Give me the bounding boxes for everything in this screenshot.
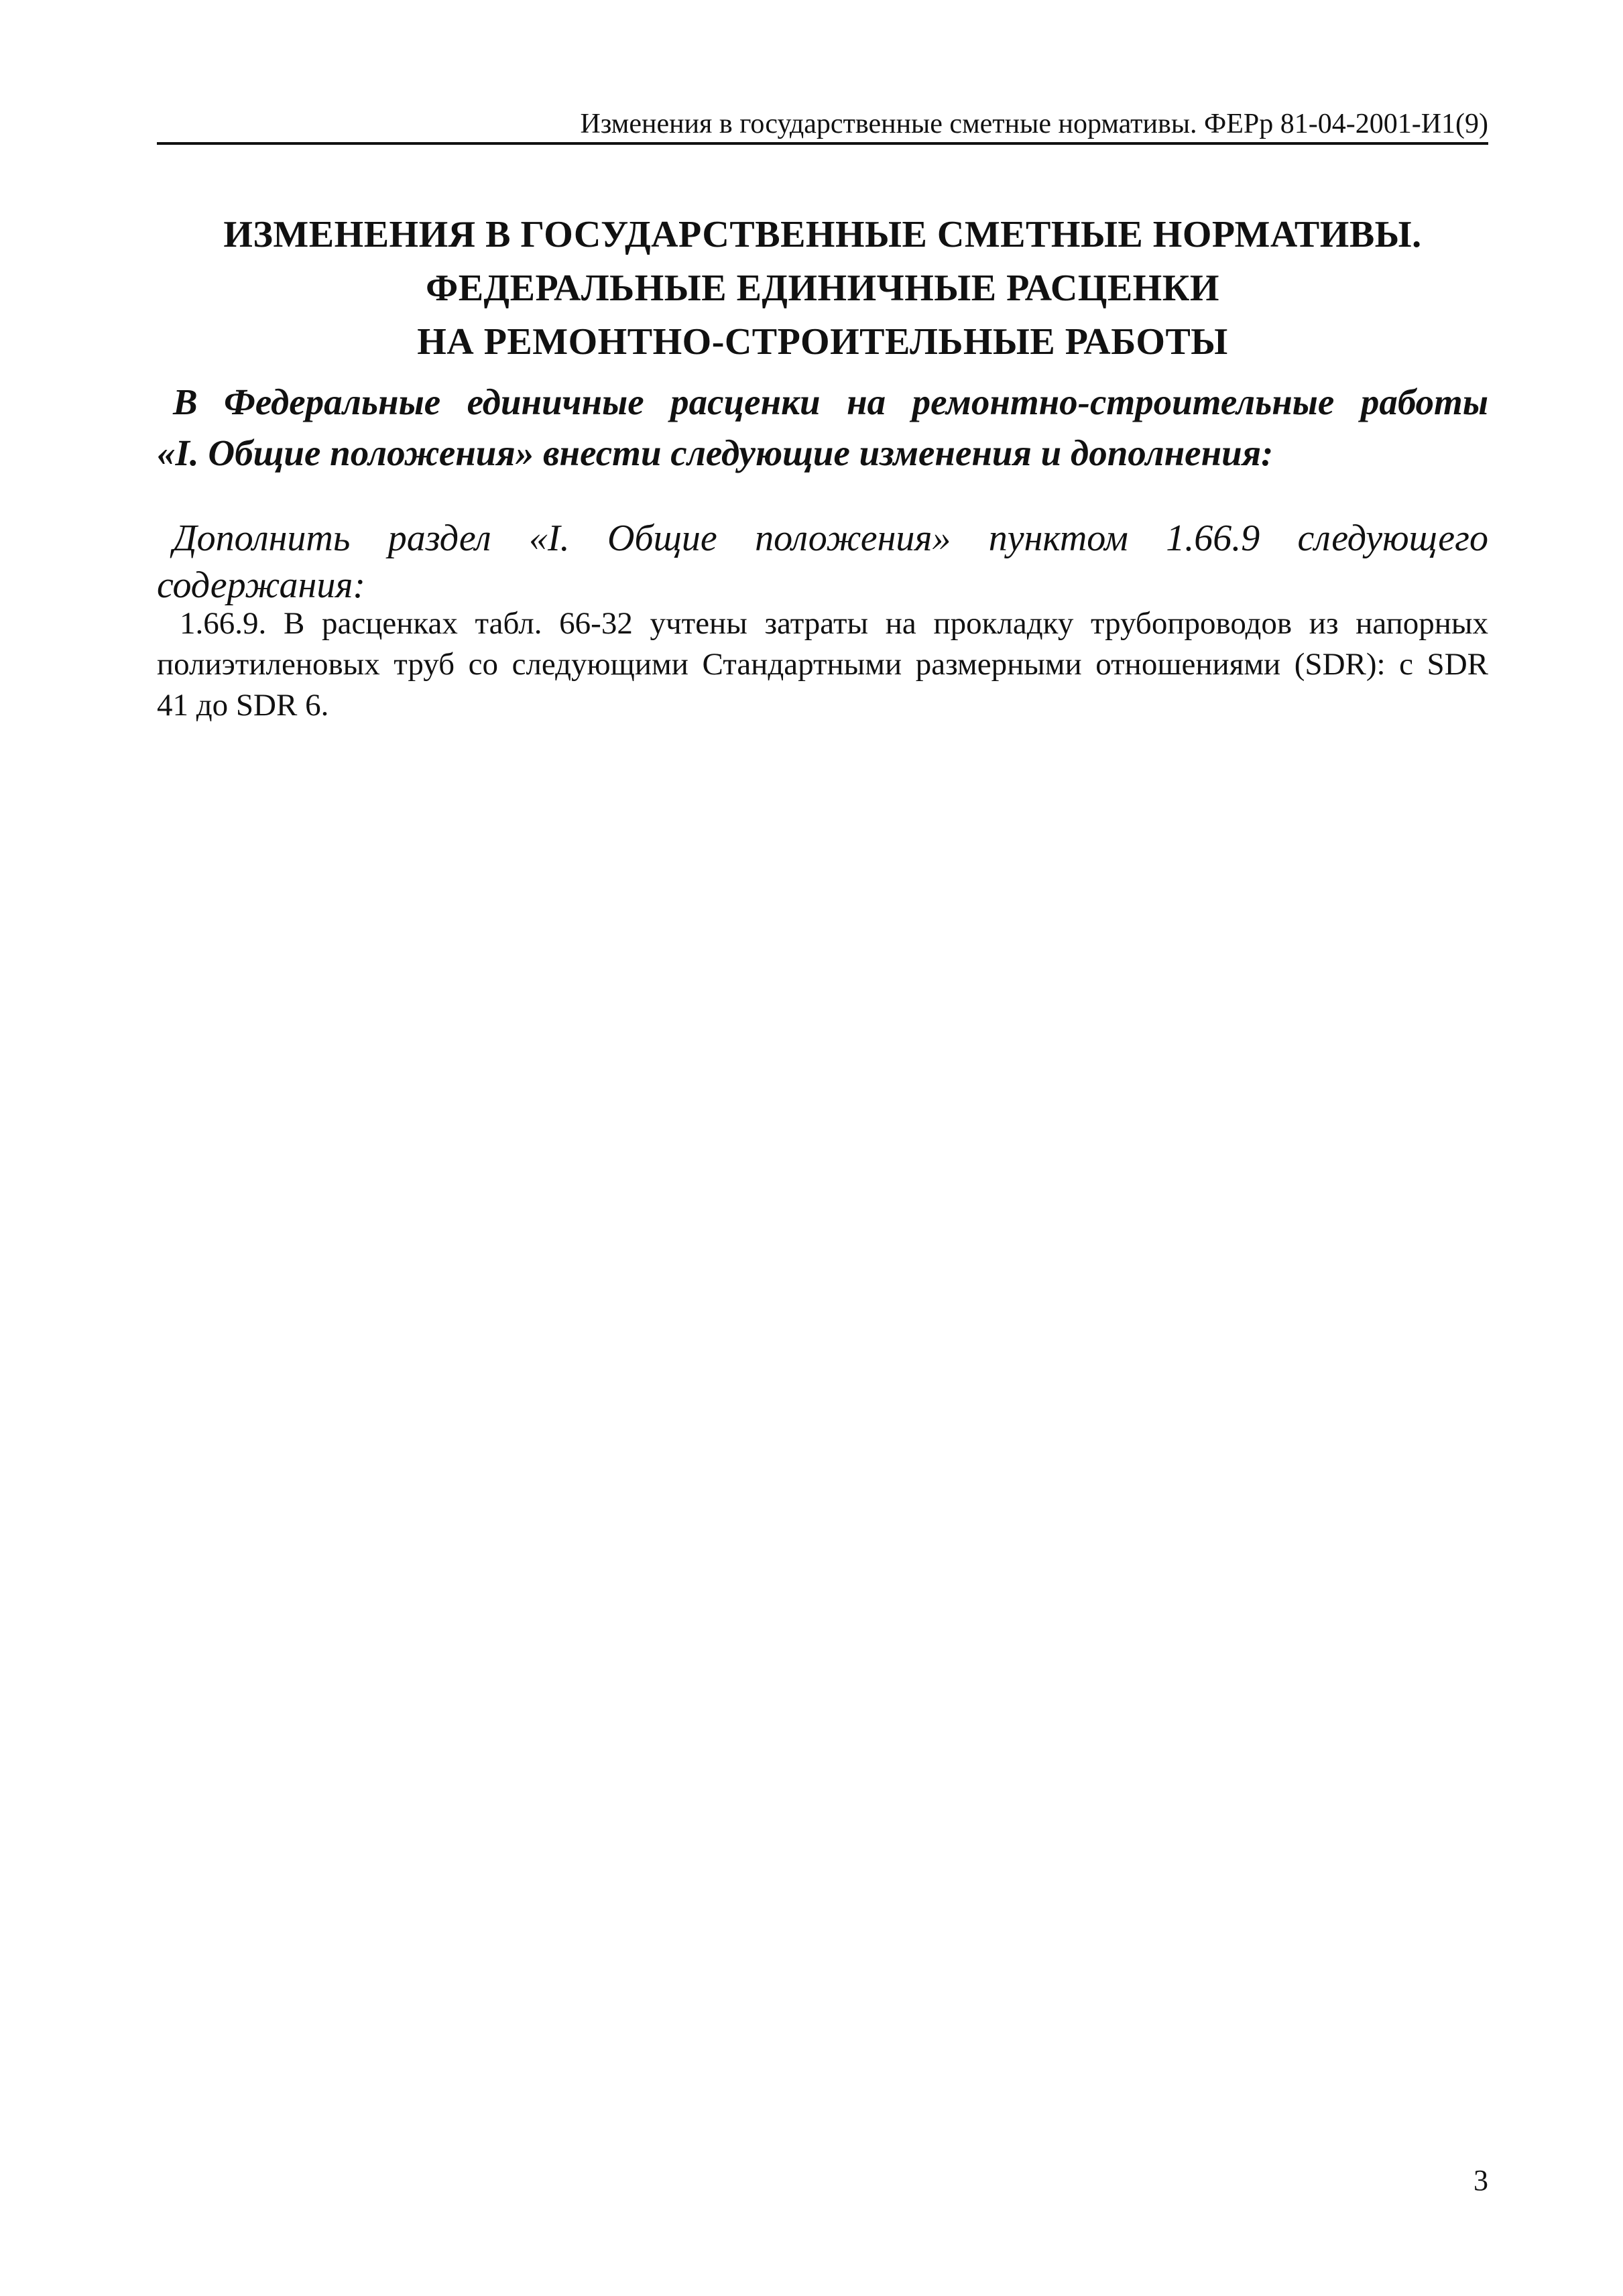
document-title <box>157 208 1488 369</box>
instruction-line-1: Дополнить раздел «I. Общие положения» пунктом 1.66.9 следующего <box>173 518 1488 559</box>
title-line-2: ФЕДЕРАЛЬНЫЕ ЕДИНИЧНЫЕ РАСЦЕНКИ <box>426 267 1219 309</box>
intro-statement <box>157 377 1488 479</box>
running-header: Изменения в государственные сметные нормативы. ФЕРр 81-04-2001-И1(9) <box>580 109 1488 139</box>
intro-line-2: «I. Общие положения» внести следующие изменения и дополнения: <box>157 432 1274 473</box>
intro-line-1: В Федеральные единичные расценки на ремонтно-строительные работы <box>173 381 1488 422</box>
clause-line-1: 1.66.9. В расценках табл. 66-32 учтены затраты на прокладку трубопроводов из напорных <box>180 606 1488 641</box>
instruction-line-2: содержания: <box>157 564 366 606</box>
header-rule <box>157 142 1488 145</box>
amendment-instruction <box>157 515 1488 609</box>
clause-1-66-9 <box>157 603 1488 726</box>
clause-line-2: полиэтиленовых труб со следующими Стандартными размерными отношениями (SDR): с SDR <box>157 647 1488 682</box>
title-line-3: НА РЕМОНТНО-СТРОИТЕЛЬНЫЕ РАБОТЫ <box>417 321 1228 363</box>
page-number: 3 <box>1474 2164 1488 2197</box>
clause-line-3: 41 до SDR 6. <box>157 688 329 723</box>
title-line-1: ИЗМЕНЕНИЯ В ГОСУДАРСТВЕННЫЕ СМЕТНЫЕ НОРМАТИВЫ. <box>223 214 1422 255</box>
